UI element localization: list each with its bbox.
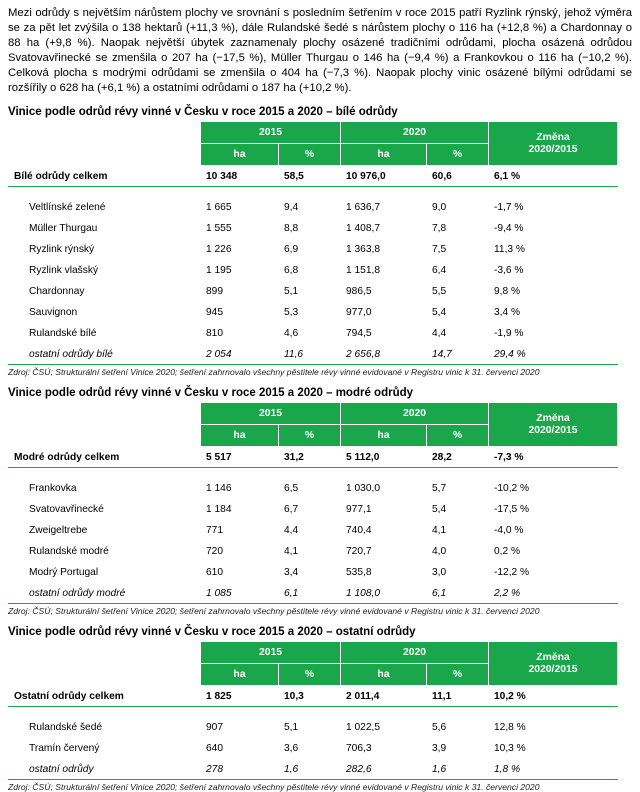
- cell-ha-2020: 5 112,0: [341, 447, 427, 468]
- cell-ha-2015: 640: [201, 738, 279, 759]
- header-pct-2015: %: [279, 664, 341, 686]
- cell-pct-2015: 6,7: [279, 499, 341, 520]
- cell-pct-2020: 4,1: [427, 520, 489, 541]
- cell-ha-2020: 1 151,8: [341, 260, 427, 281]
- table-row: [9, 344, 618, 365]
- header-ha-2015: ha: [201, 425, 279, 447]
- cell-pct-2020: 5,7: [427, 478, 489, 499]
- cell-pct-2020: 9,0: [427, 197, 489, 218]
- cell-change: 6,1 %: [489, 166, 618, 187]
- cell-ha-2020: 1 022,5: [341, 717, 427, 738]
- cell-change: -1,7 %: [489, 197, 618, 218]
- cell-pct-2015: 3,6: [279, 738, 341, 759]
- cell-pct-2015: 4,4: [279, 520, 341, 541]
- cell-pct-2015: 4,1: [279, 541, 341, 562]
- header-change: [489, 403, 618, 447]
- table-row: [9, 447, 618, 468]
- cell-pct-2020: 60,6: [427, 166, 489, 187]
- header-change: [489, 642, 618, 686]
- cell-pct-2015: 3,4: [279, 562, 341, 583]
- cell-pct-2015: 4,6: [279, 323, 341, 344]
- cell-pct-2020: 3,0: [427, 562, 489, 583]
- cell-pct-2020: 14,7: [427, 344, 489, 365]
- cell-ha-2015: 1 146: [201, 478, 279, 499]
- table-row: [9, 759, 618, 780]
- cell-pct-2020: 5,4: [427, 302, 489, 323]
- cell-pct-2015: 6,1: [279, 583, 341, 604]
- table-row: [9, 562, 618, 583]
- cell-pct-2015: 31,2: [279, 447, 341, 468]
- cell-pct-2020: 4,0: [427, 541, 489, 562]
- cell-ha-2020: 720,7: [341, 541, 427, 562]
- spacer-cell: [9, 468, 618, 478]
- header-change-line2: 2020/2015: [528, 663, 578, 675]
- header-change-line1: Změna: [536, 131, 570, 143]
- cell-pct-2015: 6,8: [279, 260, 341, 281]
- header-pct-2015: %: [279, 144, 341, 166]
- table-white-varieties: [8, 121, 618, 365]
- table-row: [9, 166, 618, 187]
- cell-ha-2015: 899: [201, 281, 279, 302]
- cell-ha-2015: 5 517: [201, 447, 279, 468]
- cell-pct-2020: 1,6: [427, 759, 489, 780]
- cell-change: -9,4 %: [489, 218, 618, 239]
- header-change-line2: 2020/2015: [528, 143, 578, 155]
- header-spacer: [9, 403, 201, 425]
- table-row: [9, 686, 618, 707]
- cell-variety-name: Modrý Portugal: [9, 562, 201, 583]
- cell-ha-2020: 706,3: [341, 738, 427, 759]
- cell-ha-2015: 1 085: [201, 583, 279, 604]
- table-header-row-years: [9, 122, 618, 144]
- cell-ha-2015: 1 184: [201, 499, 279, 520]
- table-row: [9, 302, 618, 323]
- table-row: [9, 583, 618, 604]
- cell-ha-2020: 535,8: [341, 562, 427, 583]
- section-blue-varieties: [8, 387, 632, 616]
- cell-change: -4,0 %: [489, 520, 618, 541]
- cell-pct-2015: 9,4: [279, 197, 341, 218]
- header-year-2015: 2015: [201, 403, 341, 425]
- cell-ha-2020: 794,5: [341, 323, 427, 344]
- cell-pct-2015: 5,3: [279, 302, 341, 323]
- cell-change: 9,8 %: [489, 281, 618, 302]
- cell-pct-2015: 5,1: [279, 717, 341, 738]
- cell-pct-2015: 6,9: [279, 239, 341, 260]
- cell-ha-2015: 720: [201, 541, 279, 562]
- table-row: [9, 717, 618, 738]
- header-change-line1: Změna: [536, 412, 570, 424]
- cell-ha-2020: 282,6: [341, 759, 427, 780]
- table-header-row-years: [9, 642, 618, 664]
- cell-variety-name: Ryzlink rýnský: [9, 239, 201, 260]
- table-spacer-row: [9, 707, 618, 717]
- cell-pct-2015: 1,6: [279, 759, 341, 780]
- cell-ha-2015: 610: [201, 562, 279, 583]
- cell-change: 2,2 %: [489, 583, 618, 604]
- header-change-line1: Změna: [536, 651, 570, 663]
- table-source-note: Zdroj: ČSÚ; Strukturální šetření Vinice 2020; šetření zahrnovalo všechny pěstitele révy vinné evidované v Registru vinic k 31. červenci 2020: [8, 606, 540, 617]
- cell-variety-name: Bílé odrůdy celkem: [9, 166, 201, 187]
- cell-variety-name: Rulandské bílé: [9, 323, 201, 344]
- cell-pct-2020: 28,2: [427, 447, 489, 468]
- header-change-line2: 2020/2015: [528, 424, 578, 436]
- cell-change: 0,2 %: [489, 541, 618, 562]
- header-year-2020: 2020: [341, 403, 489, 425]
- cell-variety-name: Müller Thurgau: [9, 218, 201, 239]
- cell-variety-name: Modré odrůdy celkem: [9, 447, 201, 468]
- cell-ha-2020: 1 030,0: [341, 478, 427, 499]
- table-row: [9, 218, 618, 239]
- cell-ha-2015: 1 825: [201, 686, 279, 707]
- cell-change: 12,8 %: [489, 717, 618, 738]
- cell-ha-2015: 810: [201, 323, 279, 344]
- cell-change: -3,6 %: [489, 260, 618, 281]
- cell-pct-2015: 11,6: [279, 344, 341, 365]
- section-white-varieties: [8, 106, 632, 377]
- cell-ha-2015: 1 555: [201, 218, 279, 239]
- header-ha-2015: ha: [201, 144, 279, 166]
- cell-variety-name: Frankovka: [9, 478, 201, 499]
- cell-change: 3,4 %: [489, 302, 618, 323]
- cell-ha-2020: 1 108,0: [341, 583, 427, 604]
- cell-variety-name: Rulandské modré: [9, 541, 201, 562]
- cell-change: -7,3 %: [489, 447, 618, 468]
- header-pct-2020: %: [427, 425, 489, 447]
- table-row: [9, 738, 618, 759]
- header-change: [489, 122, 618, 166]
- cell-pct-2020: 5,6: [427, 717, 489, 738]
- cell-ha-2020: 1 363,8: [341, 239, 427, 260]
- cell-variety-name: ostatní odrůdy bílé: [9, 344, 201, 365]
- cell-pct-2020: 11,1: [427, 686, 489, 707]
- cell-ha-2015: 278: [201, 759, 279, 780]
- cell-change: 1,8 %: [489, 759, 618, 780]
- header-spacer: [9, 642, 201, 664]
- section-other-varieties: [8, 626, 632, 792]
- header-ha-2020: ha: [341, 664, 427, 686]
- cell-change: 11,3 %: [489, 239, 618, 260]
- cell-ha-2020: 740,4: [341, 520, 427, 541]
- cell-pct-2020: 5,5: [427, 281, 489, 302]
- cell-variety-name: Rulandské šedé: [9, 717, 201, 738]
- table-row: [9, 260, 618, 281]
- table-body: [9, 686, 618, 780]
- cell-ha-2015: 907: [201, 717, 279, 738]
- cell-change: 10,3 %: [489, 738, 618, 759]
- cell-change: -10,2 %: [489, 478, 618, 499]
- table-row: [9, 197, 618, 218]
- cell-variety-name: Svatovavřinecké: [9, 499, 201, 520]
- cell-pct-2020: 6,1: [427, 583, 489, 604]
- cell-ha-2020: 977,1: [341, 499, 427, 520]
- cell-variety-name: Sauvignon: [9, 302, 201, 323]
- cell-variety-name: Tramín červený: [9, 738, 201, 759]
- cell-ha-2015: 945: [201, 302, 279, 323]
- cell-variety-name: Chardonnay: [9, 281, 201, 302]
- section-title: Vinice podle odrůd révy vinné v Česku v roce 2015 a 2020 – ostatní odrůdy: [8, 626, 416, 639]
- header-ha-2020: ha: [341, 144, 427, 166]
- table-spacer-row: [9, 468, 618, 478]
- header-pct-2015: %: [279, 425, 341, 447]
- section-title: Vinice podle odrůd révy vinné v Česku v roce 2015 a 2020 – modré odrůdy: [8, 387, 414, 400]
- cell-variety-name: Ostatní odrůdy celkem: [9, 686, 201, 707]
- cell-ha-2020: 977,0: [341, 302, 427, 323]
- spacer-cell: [9, 187, 618, 197]
- table-row: [9, 499, 618, 520]
- header-pct-2020: %: [427, 664, 489, 686]
- cell-ha-2015: 771: [201, 520, 279, 541]
- cell-pct-2020: 7,5: [427, 239, 489, 260]
- cell-pct-2020: 6,4: [427, 260, 489, 281]
- table-spacer-row: [9, 187, 618, 197]
- cell-pct-2015: 10,3: [279, 686, 341, 707]
- section-title: Vinice podle odrůd révy vinné v Česku v roce 2015 a 2020 – bílé odrůdy: [8, 106, 398, 119]
- table-blue-varieties: [8, 402, 618, 604]
- cell-change: 29,4 %: [489, 344, 618, 365]
- table-header-row-years: [9, 403, 618, 425]
- header-year-2015: 2015: [201, 122, 341, 144]
- intro-paragraph: Mezi odrůdy s největším nárůstem plochy ve srovnání s posledním šetřením v roce 2015 patří Ryzlink rýnský, jehož výměra se za pět let zvýšila o 138 hektarů (+11,3 %), dále Rulandské šedé s nárůstem plochy o 116 ha (+12,8 %) a Chardonnay o 88 ha (+9,8 %). Naopak největší úbytek zaznamenaly plochy osázené tradičními odrůdami, plocha osázená odrůdou Svatovavřinecké se zmenšila o 207 ha (−17,5 %), Müller Thurgau o 146 ha (−9,4 %) a Frankovkou o 116 ha (−10,2 %). Celková plocha s modrými odrůdami se zmenšila o 404 ha (−7,3 %). Naopak plochy vinic osázené bílými odrůdami se rozšířily o 628 ha (+6,1 %) a ostatními odrůdami o 187 ha (+10,2 %).: [8, 7, 632, 95]
- header-spacer-2: [9, 144, 201, 166]
- table-other-varieties: [8, 641, 618, 780]
- cell-pct-2020: 4,4: [427, 323, 489, 344]
- cell-variety-name: ostatní odrůdy: [9, 759, 201, 780]
- cell-ha-2020: 2 656,8: [341, 344, 427, 365]
- cell-pct-2020: 3,9: [427, 738, 489, 759]
- table-row: [9, 323, 618, 344]
- spacer-cell: [9, 707, 618, 717]
- cell-pct-2020: 5,4: [427, 499, 489, 520]
- table-row: [9, 478, 618, 499]
- cell-variety-name: ostatní odrůdy modré: [9, 583, 201, 604]
- cell-change: -12,2 %: [489, 562, 618, 583]
- header-spacer-2: [9, 664, 201, 686]
- table-row: [9, 541, 618, 562]
- cell-ha-2015: 2 054: [201, 344, 279, 365]
- header-spacer: [9, 122, 201, 144]
- cell-variety-name: Ryzlink vlašský: [9, 260, 201, 281]
- table-source-note: Zdroj: ČSÚ; Strukturální šetření Vinice 2020; šetření zahrnovalo všechny pěstitele révy vinné evidované v Registru vinic k 31. červenci 2020: [8, 367, 540, 378]
- cell-pct-2020: 7,8: [427, 218, 489, 239]
- cell-ha-2020: 2 011,4: [341, 686, 427, 707]
- header-year-2020: 2020: [341, 122, 489, 144]
- cell-change: 10,2 %: [489, 686, 618, 707]
- header-year-2015: 2015: [201, 642, 341, 664]
- cell-ha-2020: 1 408,7: [341, 218, 427, 239]
- header-year-2020: 2020: [341, 642, 489, 664]
- cell-ha-2020: 1 636,7: [341, 197, 427, 218]
- table-source-note: Zdroj: ČSÚ; Strukturální šetření Vinice 2020; šetření zahrnovalo všechny pěstitele révy vinné evidované v Registru vinic k 31. červenci 2020: [8, 782, 540, 792]
- cell-pct-2015: 8,8: [279, 218, 341, 239]
- cell-ha-2015: 1 665: [201, 197, 279, 218]
- table-row: [9, 520, 618, 541]
- cell-ha-2015: 1 226: [201, 239, 279, 260]
- cell-pct-2015: 58,5: [279, 166, 341, 187]
- header-ha-2020: ha: [341, 425, 427, 447]
- table-row: [9, 239, 618, 260]
- cell-change: -17,5 %: [489, 499, 618, 520]
- table-body: [9, 447, 618, 604]
- header-pct-2020: %: [427, 144, 489, 166]
- cell-variety-name: Zweigeltrebe: [9, 520, 201, 541]
- cell-ha-2020: 10 976,0: [341, 166, 427, 187]
- table-row: [9, 281, 618, 302]
- cell-ha-2020: 986,5: [341, 281, 427, 302]
- cell-ha-2015: 10 348: [201, 166, 279, 187]
- header-ha-2015: ha: [201, 664, 279, 686]
- cell-variety-name: Veltlínské zelené: [9, 197, 201, 218]
- cell-ha-2015: 1 195: [201, 260, 279, 281]
- header-spacer-2: [9, 425, 201, 447]
- cell-pct-2015: 5,1: [279, 281, 341, 302]
- table-body: [9, 166, 618, 365]
- cell-change: -1,9 %: [489, 323, 618, 344]
- cell-pct-2015: 6,5: [279, 478, 341, 499]
